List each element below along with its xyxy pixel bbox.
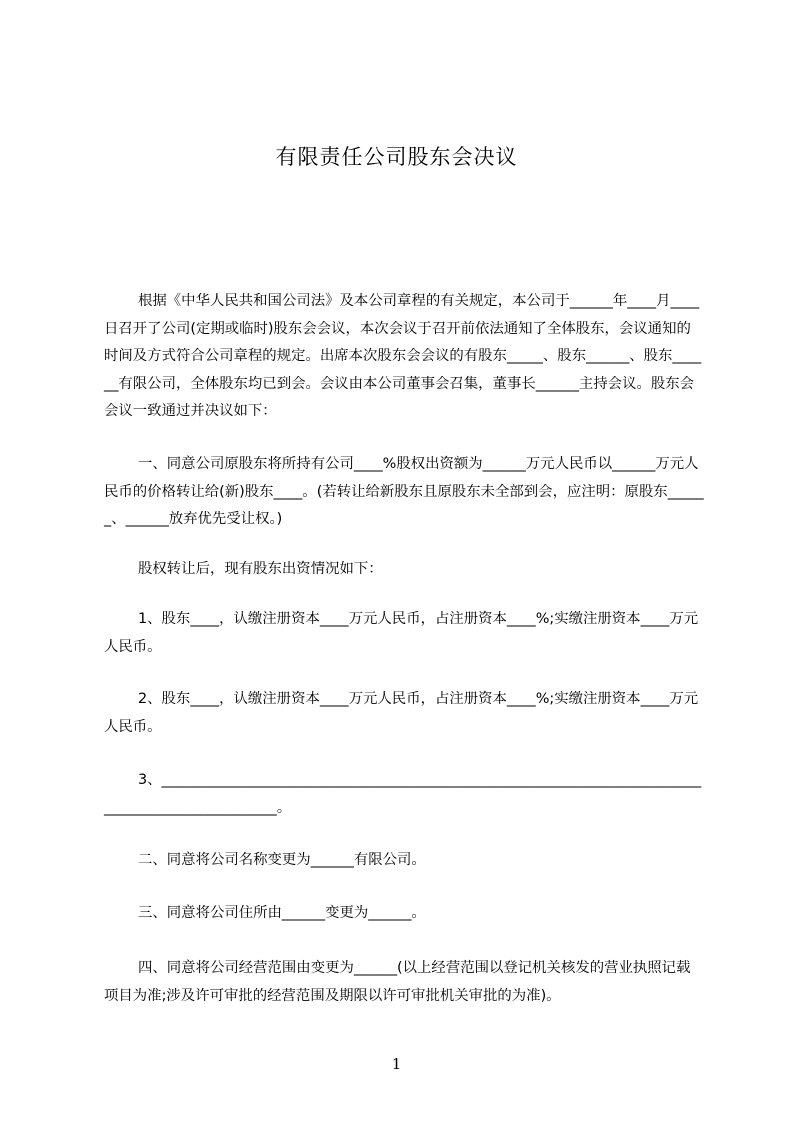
document-title: 有限责任公司股东会决议 bbox=[275, 145, 518, 169]
paragraph-resolution-1-text: 一、同意公司原股东将所持有公司____%股权出资额为______万元人民币以______万元人民币的价格转让给(新)股东____。(若转让给新股东且原股东未全部到会，应注明：原股东______、______放弃优先受让权。) bbox=[104, 456, 704, 527]
paragraph-resolution-3-text: 三、同意将公司住所由______变更为______。 bbox=[138, 905, 426, 921]
paragraph-resolution-4-text: 四、同意将公司经营范围由变更为______(以上经营范围以登记机关核发的营业执照记载项目为准;涉及许可审批的经营范围及期限以许可审批机关审批的为准)。 bbox=[104, 960, 691, 1004]
paragraph-shareholder-2-text: 2、股东____，认缴注册资本____万元人民币，占注册资本____%;实缴注册资本____万元人民币。 bbox=[104, 691, 699, 735]
paragraph-after-transfer bbox=[104, 556, 704, 584]
paragraph-shareholder-1-text: 1、股东____，认缴注册资本____万元人民币，占注册资本____%;实缴注册资本____万元人民币。 bbox=[104, 611, 699, 655]
paragraph-intro bbox=[104, 288, 704, 426]
paragraph-shareholder-2 bbox=[104, 686, 704, 741]
paragraph-resolution-1 bbox=[104, 451, 704, 534]
paragraph-shareholder-1 bbox=[104, 606, 704, 661]
paragraph-intro-text: 根据《中华人民共和国公司法》及本公司章程的有关规定，本公司于______年____月____日召开了公司(定期或临时)股东会会议，本次会议于召开前依法通知了全体股东，会议通知的时间及方式符合公司章程的规定。出席本次股东会会议的有股东_____、股东______、股东______有限公司，全体股东均已到会。会议由本公司董事会召集，董事长______主持会议。股东会会议一致通过并决议如下： bbox=[104, 293, 702, 419]
paragraph-resolution-2-text: 二、同意将公司名称变更为______有限公司。 bbox=[138, 852, 426, 868]
paragraph-resolution-4 bbox=[104, 955, 704, 1010]
paragraph-resolution-3 bbox=[104, 900, 704, 928]
page-number: 1 bbox=[391, 1055, 402, 1073]
paragraph-shareholder-3 bbox=[104, 767, 704, 822]
paragraph-after-transfer-text: 股权转让后，现有股东出资情况如下： bbox=[138, 561, 383, 577]
paragraph-resolution-2 bbox=[104, 847, 704, 875]
paragraph-shareholder-3-text: 3、___________________________________________________________________________________________________。 bbox=[104, 772, 702, 816]
